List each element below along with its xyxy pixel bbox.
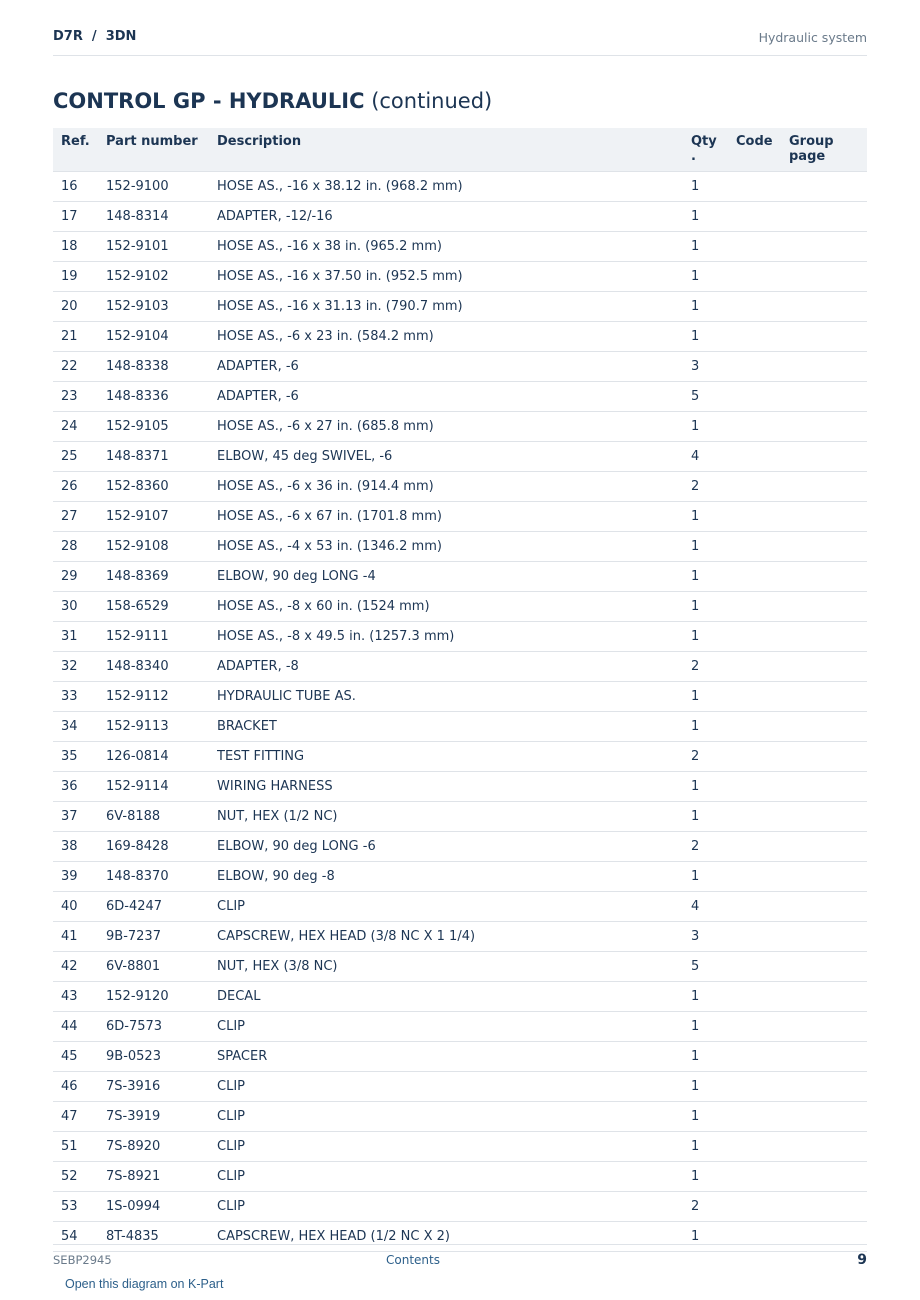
ref-cell: 36 bbox=[53, 771, 106, 801]
table-row bbox=[53, 321, 867, 351]
description-cell: HOSE AS., -4 x 53 in. (1346.2 mm) bbox=[217, 531, 691, 561]
ref-cell: 31 bbox=[53, 621, 106, 651]
description-cell: ELBOW, 45 deg SWIVEL, -6 bbox=[217, 441, 691, 471]
description-cell: CLIP bbox=[217, 891, 691, 921]
code-cell bbox=[736, 711, 789, 741]
code-cell bbox=[736, 171, 789, 201]
code-cell bbox=[736, 261, 789, 291]
description-cell: NUT, HEX (1/2 NC) bbox=[217, 801, 691, 831]
code-cell bbox=[736, 471, 789, 501]
code-cell bbox=[736, 1011, 789, 1041]
ref-cell: 30 bbox=[53, 591, 106, 621]
qty-cell: 1 bbox=[691, 861, 736, 891]
part-number-cell: 152-9113 bbox=[106, 711, 217, 741]
group-page-cell bbox=[789, 441, 867, 471]
code-cell bbox=[736, 831, 789, 861]
col-header-ref: Ref. bbox=[53, 128, 106, 171]
qty-cell: 1 bbox=[691, 501, 736, 531]
code-cell bbox=[736, 681, 789, 711]
description-cell: NUT, HEX (3/8 NC) bbox=[217, 951, 691, 981]
description-cell: CAPSCREW, HEX HEAD (3/8 NC X 1 1/4) bbox=[217, 921, 691, 951]
code-cell bbox=[736, 381, 789, 411]
table-row bbox=[53, 261, 867, 291]
qty-cell: 1 bbox=[691, 1101, 736, 1131]
code-cell bbox=[736, 1221, 789, 1251]
qty-cell: 1 bbox=[691, 591, 736, 621]
ref-cell: 44 bbox=[53, 1011, 106, 1041]
description-cell: ELBOW, 90 deg -8 bbox=[217, 861, 691, 891]
group-page-cell bbox=[789, 801, 867, 831]
group-page-cell bbox=[789, 861, 867, 891]
table-row bbox=[53, 291, 867, 321]
ref-cell: 54 bbox=[53, 1221, 106, 1251]
group-page-cell bbox=[789, 1071, 867, 1101]
description-cell: ADAPTER, -6 bbox=[217, 351, 691, 381]
table-row bbox=[53, 651, 867, 681]
part-number-cell: 152-9101 bbox=[106, 231, 217, 261]
qty-cell: 1 bbox=[691, 771, 736, 801]
col-header-description: Description bbox=[217, 128, 691, 171]
description-cell: HOSE AS., -16 x 38 in. (965.2 mm) bbox=[217, 231, 691, 261]
qty-cell: 1 bbox=[691, 291, 736, 321]
ref-cell: 29 bbox=[53, 561, 106, 591]
group-page-cell bbox=[789, 921, 867, 951]
table-row bbox=[53, 561, 867, 591]
table-row bbox=[53, 1041, 867, 1071]
qty-cell: 1 bbox=[691, 621, 736, 651]
description-cell: ADAPTER, -6 bbox=[217, 381, 691, 411]
ref-cell: 35 bbox=[53, 741, 106, 771]
part-number-cell: 6V-8188 bbox=[106, 801, 217, 831]
description-cell: HOSE AS., -6 x 36 in. (914.4 mm) bbox=[217, 471, 691, 501]
description-cell: CLIP bbox=[217, 1101, 691, 1131]
table-row bbox=[53, 201, 867, 231]
table-row bbox=[53, 741, 867, 771]
description-cell: HOSE AS., -16 x 38.12 in. (968.2 mm) bbox=[217, 171, 691, 201]
ref-cell: 20 bbox=[53, 291, 106, 321]
qty-cell: 3 bbox=[691, 351, 736, 381]
group-page-cell bbox=[789, 291, 867, 321]
page-title-main: CONTROL GP - HYDRAULIC bbox=[53, 89, 365, 113]
ref-cell: 27 bbox=[53, 501, 106, 531]
group-page-cell bbox=[789, 651, 867, 681]
table-row bbox=[53, 861, 867, 891]
ref-cell: 16 bbox=[53, 171, 106, 201]
part-number-cell: 152-9114 bbox=[106, 771, 217, 801]
page-title bbox=[53, 89, 492, 113]
qty-cell: 1 bbox=[691, 1221, 736, 1251]
code-cell bbox=[736, 561, 789, 591]
qty-cell: 5 bbox=[691, 951, 736, 981]
code-cell bbox=[736, 1131, 789, 1161]
ref-cell: 41 bbox=[53, 921, 106, 951]
header-divider bbox=[53, 55, 867, 56]
part-number-cell: 152-9111 bbox=[106, 621, 217, 651]
description-cell: CAPSCREW, HEX HEAD (1/2 NC X 2) bbox=[217, 1221, 691, 1251]
group-page-cell bbox=[789, 501, 867, 531]
group-page-cell bbox=[789, 1041, 867, 1071]
code-cell bbox=[736, 621, 789, 651]
table-row bbox=[53, 1101, 867, 1131]
qty-cell: 1 bbox=[691, 1131, 736, 1161]
group-page-cell bbox=[789, 741, 867, 771]
group-page-cell bbox=[789, 471, 867, 501]
code-cell bbox=[736, 801, 789, 831]
part-number-cell: 169-8428 bbox=[106, 831, 217, 861]
description-cell: ELBOW, 90 deg LONG -6 bbox=[217, 831, 691, 861]
code-cell bbox=[736, 891, 789, 921]
qty-cell: 2 bbox=[691, 471, 736, 501]
table-row bbox=[53, 531, 867, 561]
description-cell: ADAPTER, -8 bbox=[217, 651, 691, 681]
table-row bbox=[53, 621, 867, 651]
group-page-cell bbox=[789, 681, 867, 711]
qty-cell: 1 bbox=[691, 171, 736, 201]
table-row bbox=[53, 1131, 867, 1161]
qty-cell: 1 bbox=[691, 411, 736, 441]
code-cell bbox=[736, 231, 789, 261]
ref-cell: 19 bbox=[53, 261, 106, 291]
description-cell: HOSE AS., -6 x 23 in. (584.2 mm) bbox=[217, 321, 691, 351]
code-cell bbox=[736, 411, 789, 441]
qty-cell: 1 bbox=[691, 711, 736, 741]
group-page-cell bbox=[789, 831, 867, 861]
group-page-cell bbox=[789, 411, 867, 441]
code-cell bbox=[736, 321, 789, 351]
table-row bbox=[53, 411, 867, 441]
ref-cell: 17 bbox=[53, 201, 106, 231]
parts-table-body bbox=[53, 171, 867, 1251]
part-number-cell: 152-9105 bbox=[106, 411, 217, 441]
ref-cell: 51 bbox=[53, 1131, 106, 1161]
code-cell bbox=[736, 1191, 789, 1221]
description-cell: ADAPTER, -12/-16 bbox=[217, 201, 691, 231]
description-cell: CLIP bbox=[217, 1161, 691, 1191]
page-number: 9 bbox=[857, 1252, 867, 1268]
description-cell: HOSE AS., -6 x 67 in. (1701.8 mm) bbox=[217, 501, 691, 531]
table-row bbox=[53, 501, 867, 531]
description-cell: DECAL bbox=[217, 981, 691, 1011]
description-cell: SPACER bbox=[217, 1041, 691, 1071]
qty-cell: 1 bbox=[691, 981, 736, 1011]
group-page-cell bbox=[789, 951, 867, 981]
qty-cell: 4 bbox=[691, 441, 736, 471]
group-page-cell bbox=[789, 1161, 867, 1191]
footer-divider bbox=[53, 1244, 867, 1245]
qty-cell: 1 bbox=[691, 231, 736, 261]
part-number-cell: 152-9103 bbox=[106, 291, 217, 321]
description-cell: HOSE AS., -8 x 60 in. (1524 mm) bbox=[217, 591, 691, 621]
description-cell: HYDRAULIC TUBE AS. bbox=[217, 681, 691, 711]
part-number-cell: 7S-3919 bbox=[106, 1101, 217, 1131]
code-cell bbox=[736, 921, 789, 951]
code-cell bbox=[736, 1041, 789, 1071]
part-number-cell: 152-9108 bbox=[106, 531, 217, 561]
group-page-cell bbox=[789, 561, 867, 591]
description-cell: CLIP bbox=[217, 1191, 691, 1221]
qty-cell: 1 bbox=[691, 531, 736, 561]
part-number-cell: 158-6529 bbox=[106, 591, 217, 621]
qty-cell: 1 bbox=[691, 261, 736, 291]
qty-cell: 1 bbox=[691, 1071, 736, 1101]
group-page-cell bbox=[789, 621, 867, 651]
group-page-cell bbox=[789, 1191, 867, 1221]
table-row bbox=[53, 921, 867, 951]
part-number-cell: 7S-3916 bbox=[106, 1071, 217, 1101]
table-row bbox=[53, 351, 867, 381]
part-number-cell: 9B-7237 bbox=[106, 921, 217, 951]
description-cell: ELBOW, 90 deg LONG -4 bbox=[217, 561, 691, 591]
part-number-cell: 8T-4835 bbox=[106, 1221, 217, 1251]
code-cell bbox=[736, 591, 789, 621]
description-cell: CLIP bbox=[217, 1011, 691, 1041]
ref-cell: 33 bbox=[53, 681, 106, 711]
qty-cell: 1 bbox=[691, 561, 736, 591]
ref-cell: 32 bbox=[53, 651, 106, 681]
model-label: D7R / 3DN bbox=[53, 29, 137, 44]
part-number-cell: 152-9100 bbox=[106, 171, 217, 201]
table-row bbox=[53, 801, 867, 831]
part-number-cell: 148-8369 bbox=[106, 561, 217, 591]
part-number-cell: 152-9107 bbox=[106, 501, 217, 531]
ref-cell: 28 bbox=[53, 531, 106, 561]
table-row bbox=[53, 1161, 867, 1191]
code-cell bbox=[736, 201, 789, 231]
part-number-cell: 7S-8920 bbox=[106, 1131, 217, 1161]
table-row bbox=[53, 951, 867, 981]
ref-cell: 47 bbox=[53, 1101, 106, 1131]
part-number-cell: 1S-0994 bbox=[106, 1191, 217, 1221]
table-row bbox=[53, 231, 867, 261]
ref-cell: 42 bbox=[53, 951, 106, 981]
qty-cell: 2 bbox=[691, 651, 736, 681]
group-page-cell bbox=[789, 321, 867, 351]
qty-cell: 2 bbox=[691, 741, 736, 771]
code-cell bbox=[736, 351, 789, 381]
qty-cell: 1 bbox=[691, 1041, 736, 1071]
contents-link[interactable]: Contents bbox=[386, 1253, 440, 1267]
group-page-cell bbox=[789, 351, 867, 381]
qty-cell: 3 bbox=[691, 921, 736, 951]
qty-cell: 2 bbox=[691, 1191, 736, 1221]
table-row bbox=[53, 591, 867, 621]
parts-table bbox=[53, 128, 867, 1252]
part-number-cell: 148-8371 bbox=[106, 441, 217, 471]
code-cell bbox=[736, 501, 789, 531]
open-diagram-link[interactable]: Open this diagram on K-Part bbox=[65, 1277, 224, 1291]
table-row bbox=[53, 1191, 867, 1221]
code-cell bbox=[736, 1071, 789, 1101]
description-cell: HOSE AS., -6 x 27 in. (685.8 mm) bbox=[217, 411, 691, 441]
group-page-cell bbox=[789, 381, 867, 411]
group-page-cell bbox=[789, 981, 867, 1011]
table-row bbox=[53, 381, 867, 411]
qty-cell: 2 bbox=[691, 831, 736, 861]
ref-cell: 43 bbox=[53, 981, 106, 1011]
table-row bbox=[53, 1011, 867, 1041]
group-page-cell bbox=[789, 591, 867, 621]
qty-cell: 1 bbox=[691, 321, 736, 351]
col-header-qty: Qty . bbox=[691, 128, 736, 171]
code-cell bbox=[736, 1101, 789, 1131]
qty-cell: 1 bbox=[691, 681, 736, 711]
table-row bbox=[53, 891, 867, 921]
ref-cell: 18 bbox=[53, 231, 106, 261]
ref-cell: 25 bbox=[53, 441, 106, 471]
code-cell bbox=[736, 741, 789, 771]
ref-cell: 37 bbox=[53, 801, 106, 831]
qty-cell: 4 bbox=[691, 891, 736, 921]
group-page-cell bbox=[789, 171, 867, 201]
code-cell bbox=[736, 531, 789, 561]
qty-cell: 5 bbox=[691, 381, 736, 411]
part-number-cell: 6V-8801 bbox=[106, 951, 217, 981]
ref-cell: 52 bbox=[53, 1161, 106, 1191]
description-cell: HOSE AS., -16 x 37.50 in. (952.5 mm) bbox=[217, 261, 691, 291]
table-row bbox=[53, 1221, 867, 1251]
part-number-cell: 9B-0523 bbox=[106, 1041, 217, 1071]
part-number-cell: 148-8336 bbox=[106, 381, 217, 411]
group-page-cell bbox=[789, 531, 867, 561]
description-cell: TEST FITTING bbox=[217, 741, 691, 771]
part-number-cell: 152-8360 bbox=[106, 471, 217, 501]
part-number-cell: 152-9112 bbox=[106, 681, 217, 711]
part-number-cell: 6D-7573 bbox=[106, 1011, 217, 1041]
code-cell bbox=[736, 651, 789, 681]
description-cell: BRACKET bbox=[217, 711, 691, 741]
group-page-cell bbox=[789, 201, 867, 231]
group-page-cell bbox=[789, 231, 867, 261]
ref-cell: 39 bbox=[53, 861, 106, 891]
group-page-cell bbox=[789, 771, 867, 801]
group-page-cell bbox=[789, 1011, 867, 1041]
col-header-group-page: Group page bbox=[789, 128, 867, 171]
part-number-cell: 126-0814 bbox=[106, 741, 217, 771]
ref-cell: 38 bbox=[53, 831, 106, 861]
part-number-cell: 148-8338 bbox=[106, 351, 217, 381]
table-row bbox=[53, 471, 867, 501]
group-page-cell bbox=[789, 711, 867, 741]
part-number-cell: 152-9120 bbox=[106, 981, 217, 1011]
group-page-cell bbox=[789, 1221, 867, 1251]
col-header-code: Code bbox=[736, 128, 789, 171]
page-title-suffix: (continued) bbox=[371, 89, 493, 113]
document-id: SEBP2945 bbox=[53, 1253, 112, 1267]
code-cell bbox=[736, 771, 789, 801]
description-cell: WIRING HARNESS bbox=[217, 771, 691, 801]
ref-cell: 22 bbox=[53, 351, 106, 381]
part-number-cell: 148-8314 bbox=[106, 201, 217, 231]
table-header-row bbox=[53, 128, 867, 171]
table-row bbox=[53, 171, 867, 201]
table-row bbox=[53, 441, 867, 471]
group-page-cell bbox=[789, 891, 867, 921]
table-row bbox=[53, 771, 867, 801]
section-label: Hydraulic system bbox=[758, 30, 867, 45]
code-cell bbox=[736, 1161, 789, 1191]
part-number-cell: 6D-4247 bbox=[106, 891, 217, 921]
ref-cell: 21 bbox=[53, 321, 106, 351]
code-cell bbox=[736, 981, 789, 1011]
part-number-cell: 7S-8921 bbox=[106, 1161, 217, 1191]
ref-cell: 24 bbox=[53, 411, 106, 441]
ref-cell: 23 bbox=[53, 381, 106, 411]
ref-cell: 45 bbox=[53, 1041, 106, 1071]
code-cell bbox=[736, 951, 789, 981]
ref-cell: 34 bbox=[53, 711, 106, 741]
part-number-cell: 152-9102 bbox=[106, 261, 217, 291]
code-cell bbox=[736, 861, 789, 891]
part-number-cell: 148-8340 bbox=[106, 651, 217, 681]
table-row bbox=[53, 711, 867, 741]
group-page-cell bbox=[789, 1131, 867, 1161]
description-cell: CLIP bbox=[217, 1071, 691, 1101]
part-number-cell: 152-9104 bbox=[106, 321, 217, 351]
qty-cell: 1 bbox=[691, 1011, 736, 1041]
description-cell: HOSE AS., -8 x 49.5 in. (1257.3 mm) bbox=[217, 621, 691, 651]
ref-cell: 53 bbox=[53, 1191, 106, 1221]
ref-cell: 26 bbox=[53, 471, 106, 501]
group-page-cell bbox=[789, 261, 867, 291]
part-number-cell: 148-8370 bbox=[106, 861, 217, 891]
group-page-cell bbox=[789, 1101, 867, 1131]
table-row bbox=[53, 1071, 867, 1101]
table-row bbox=[53, 981, 867, 1011]
qty-cell: 1 bbox=[691, 1161, 736, 1191]
ref-cell: 40 bbox=[53, 891, 106, 921]
description-cell: HOSE AS., -16 x 31.13 in. (790.7 mm) bbox=[217, 291, 691, 321]
code-cell bbox=[736, 441, 789, 471]
description-cell: CLIP bbox=[217, 1131, 691, 1161]
col-header-part-number: Part number bbox=[106, 128, 217, 171]
qty-cell: 1 bbox=[691, 201, 736, 231]
code-cell bbox=[736, 291, 789, 321]
ref-cell: 46 bbox=[53, 1071, 106, 1101]
qty-cell: 1 bbox=[691, 801, 736, 831]
table-row bbox=[53, 831, 867, 861]
table-row bbox=[53, 681, 867, 711]
